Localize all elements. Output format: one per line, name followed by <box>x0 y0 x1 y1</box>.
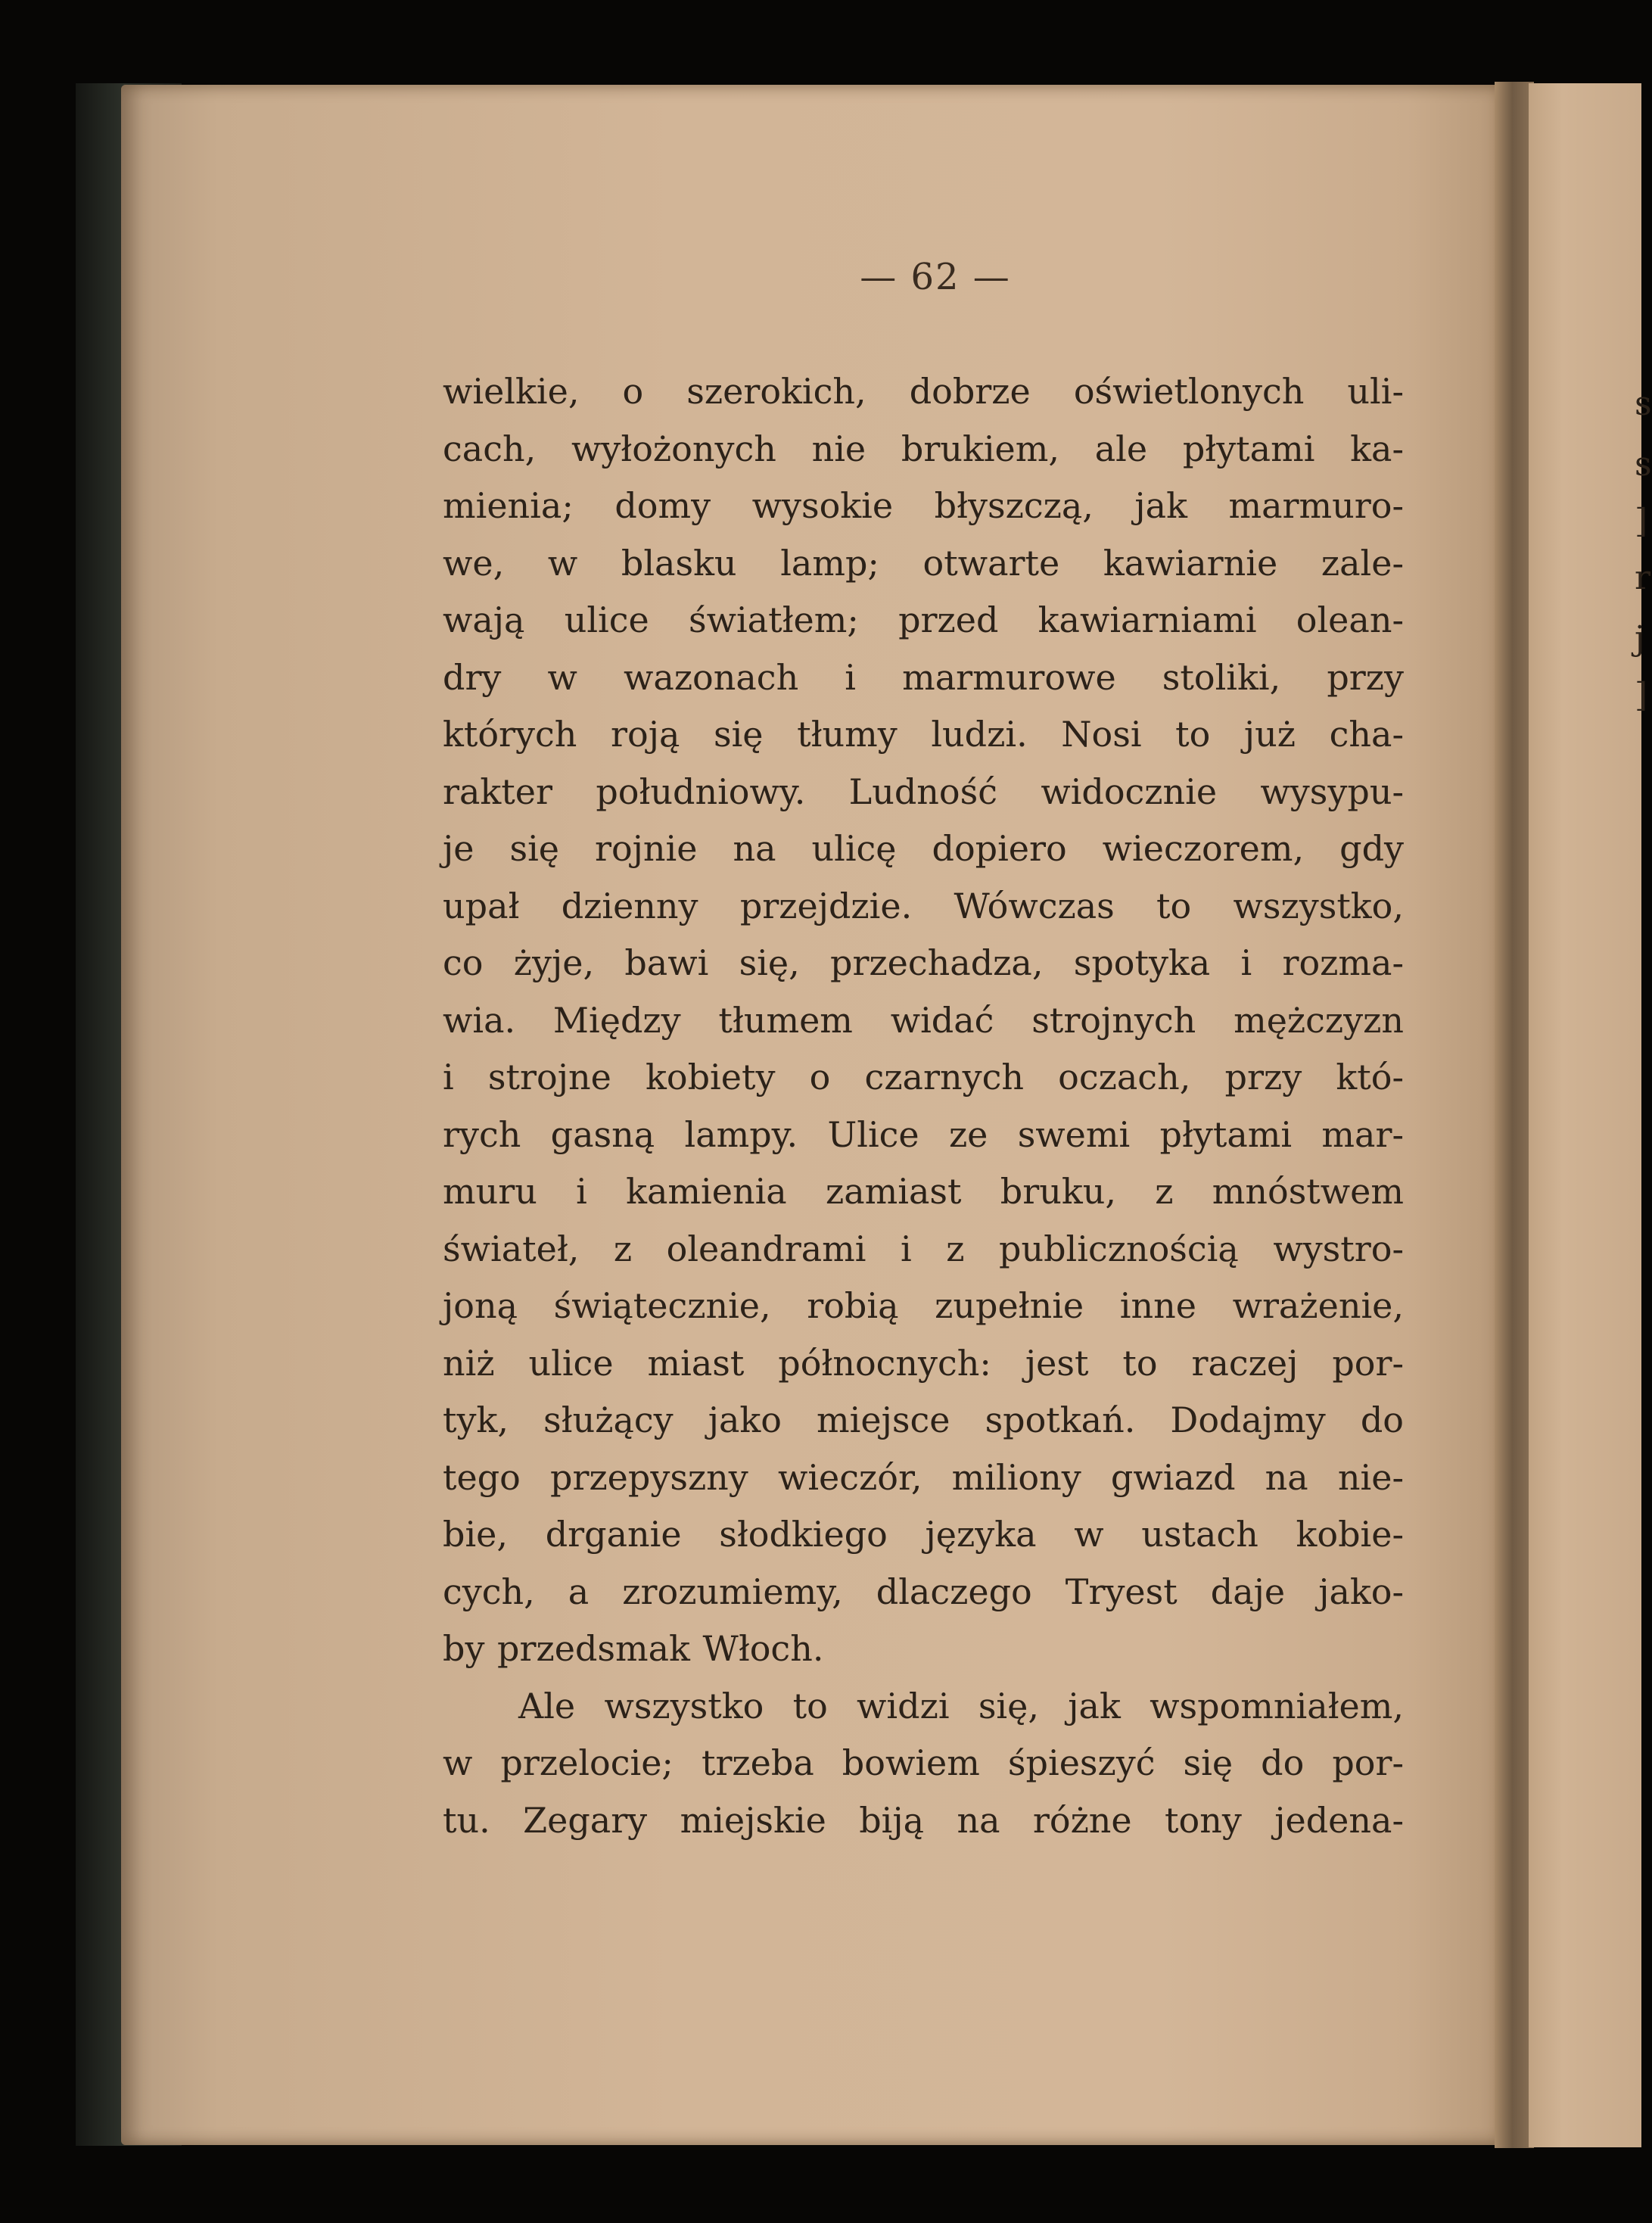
text-line: mienia; domy wysokie błyszczą, jak marmuro- <box>443 485 1404 526</box>
text-line: świateł, z oleandrami i z publicznością wystro- <box>443 1228 1404 1269</box>
text-line: wielkie, o szerokich, dobrze oświetlonych uli- <box>443 371 1404 412</box>
body-text <box>443 363 1404 1849</box>
facing-page-fragment: ] <box>1635 502 1648 540</box>
paragraph-end-line: by przedsmak Włoch. <box>443 1628 824 1669</box>
paragraph-start-line: Ale wszystko to widzi się, jak wspomniałem, <box>518 1685 1404 1726</box>
page-number: — 62 — <box>860 256 1011 298</box>
facing-page-fragment: ] <box>1635 676 1648 715</box>
text-line: upał dzienny przejdzie. Wówczas to wszystko, <box>443 885 1404 926</box>
text-line: rych gasną lampy. Ulice ze swemi płytami mar- <box>443 1113 1404 1155</box>
text-line: tyk, służący jako miejsce spotkań. Dodajmy do <box>443 1399 1404 1440</box>
facing-page-fragment: r <box>1635 559 1651 597</box>
facing-page-fragment: j <box>1635 619 1645 658</box>
facing-page-fragment: s <box>1635 445 1652 484</box>
text-line: wają ulice światłem; przed kawiarniami olean- <box>443 599 1404 640</box>
text-line: je się rojnie na ulicę dopiero wieczorem, gdy <box>443 828 1404 869</box>
text-line: których roją się tłumy ludzi. Nosi to już cha- <box>443 714 1404 755</box>
page-number-header <box>0 256 1641 298</box>
text-line: we, w blasku lamp; otwarte kawiarnie zale- <box>443 542 1404 584</box>
text-line: w przelocie; trzeba bowiem śpieszyć się do por- <box>443 1742 1404 1783</box>
facing-page-edge <box>1529 83 1652 2147</box>
text-line: rakter południowy. Ludność widocznie wysypu- <box>443 771 1404 812</box>
text-line: cych, a zrozumiemy, dlaczego Tryest daje jako- <box>443 1571 1404 1612</box>
text-line: tu. Zegary miejskie biją na różne tony jedena- <box>443 1799 1404 1841</box>
text-line: i strojne kobiety o czarnych oczach, przy któ- <box>443 1057 1404 1097</box>
text-line: niż ulice miast północnych: jest to raczej por- <box>443 1342 1404 1384</box>
text-line: tego przepyszny wieczór, miliony gwiazd na nie- <box>443 1456 1404 1498</box>
facing-page-fragment: s <box>1635 385 1652 423</box>
text-line: co żyje, bawi się, przechadza, spotyka i rozma- <box>443 942 1404 983</box>
text-line: cach, wyłożonych nie brukiem, ale płytami ka- <box>443 428 1404 469</box>
text-line: joną świątecznie, robią zupełnie inne wrażenie, <box>443 1285 1404 1326</box>
text-line: muru i kamienia zamiast bruku, z mnóstwem <box>443 1171 1404 1212</box>
text-line: dry w wazonach i marmurowe stoliki, przy <box>443 656 1404 698</box>
text-line: wia. Między tłumem widać strojnych mężczyzn <box>443 999 1404 1041</box>
text-line: bie, drganie słodkiego języka w ustach kobie- <box>443 1514 1404 1555</box>
